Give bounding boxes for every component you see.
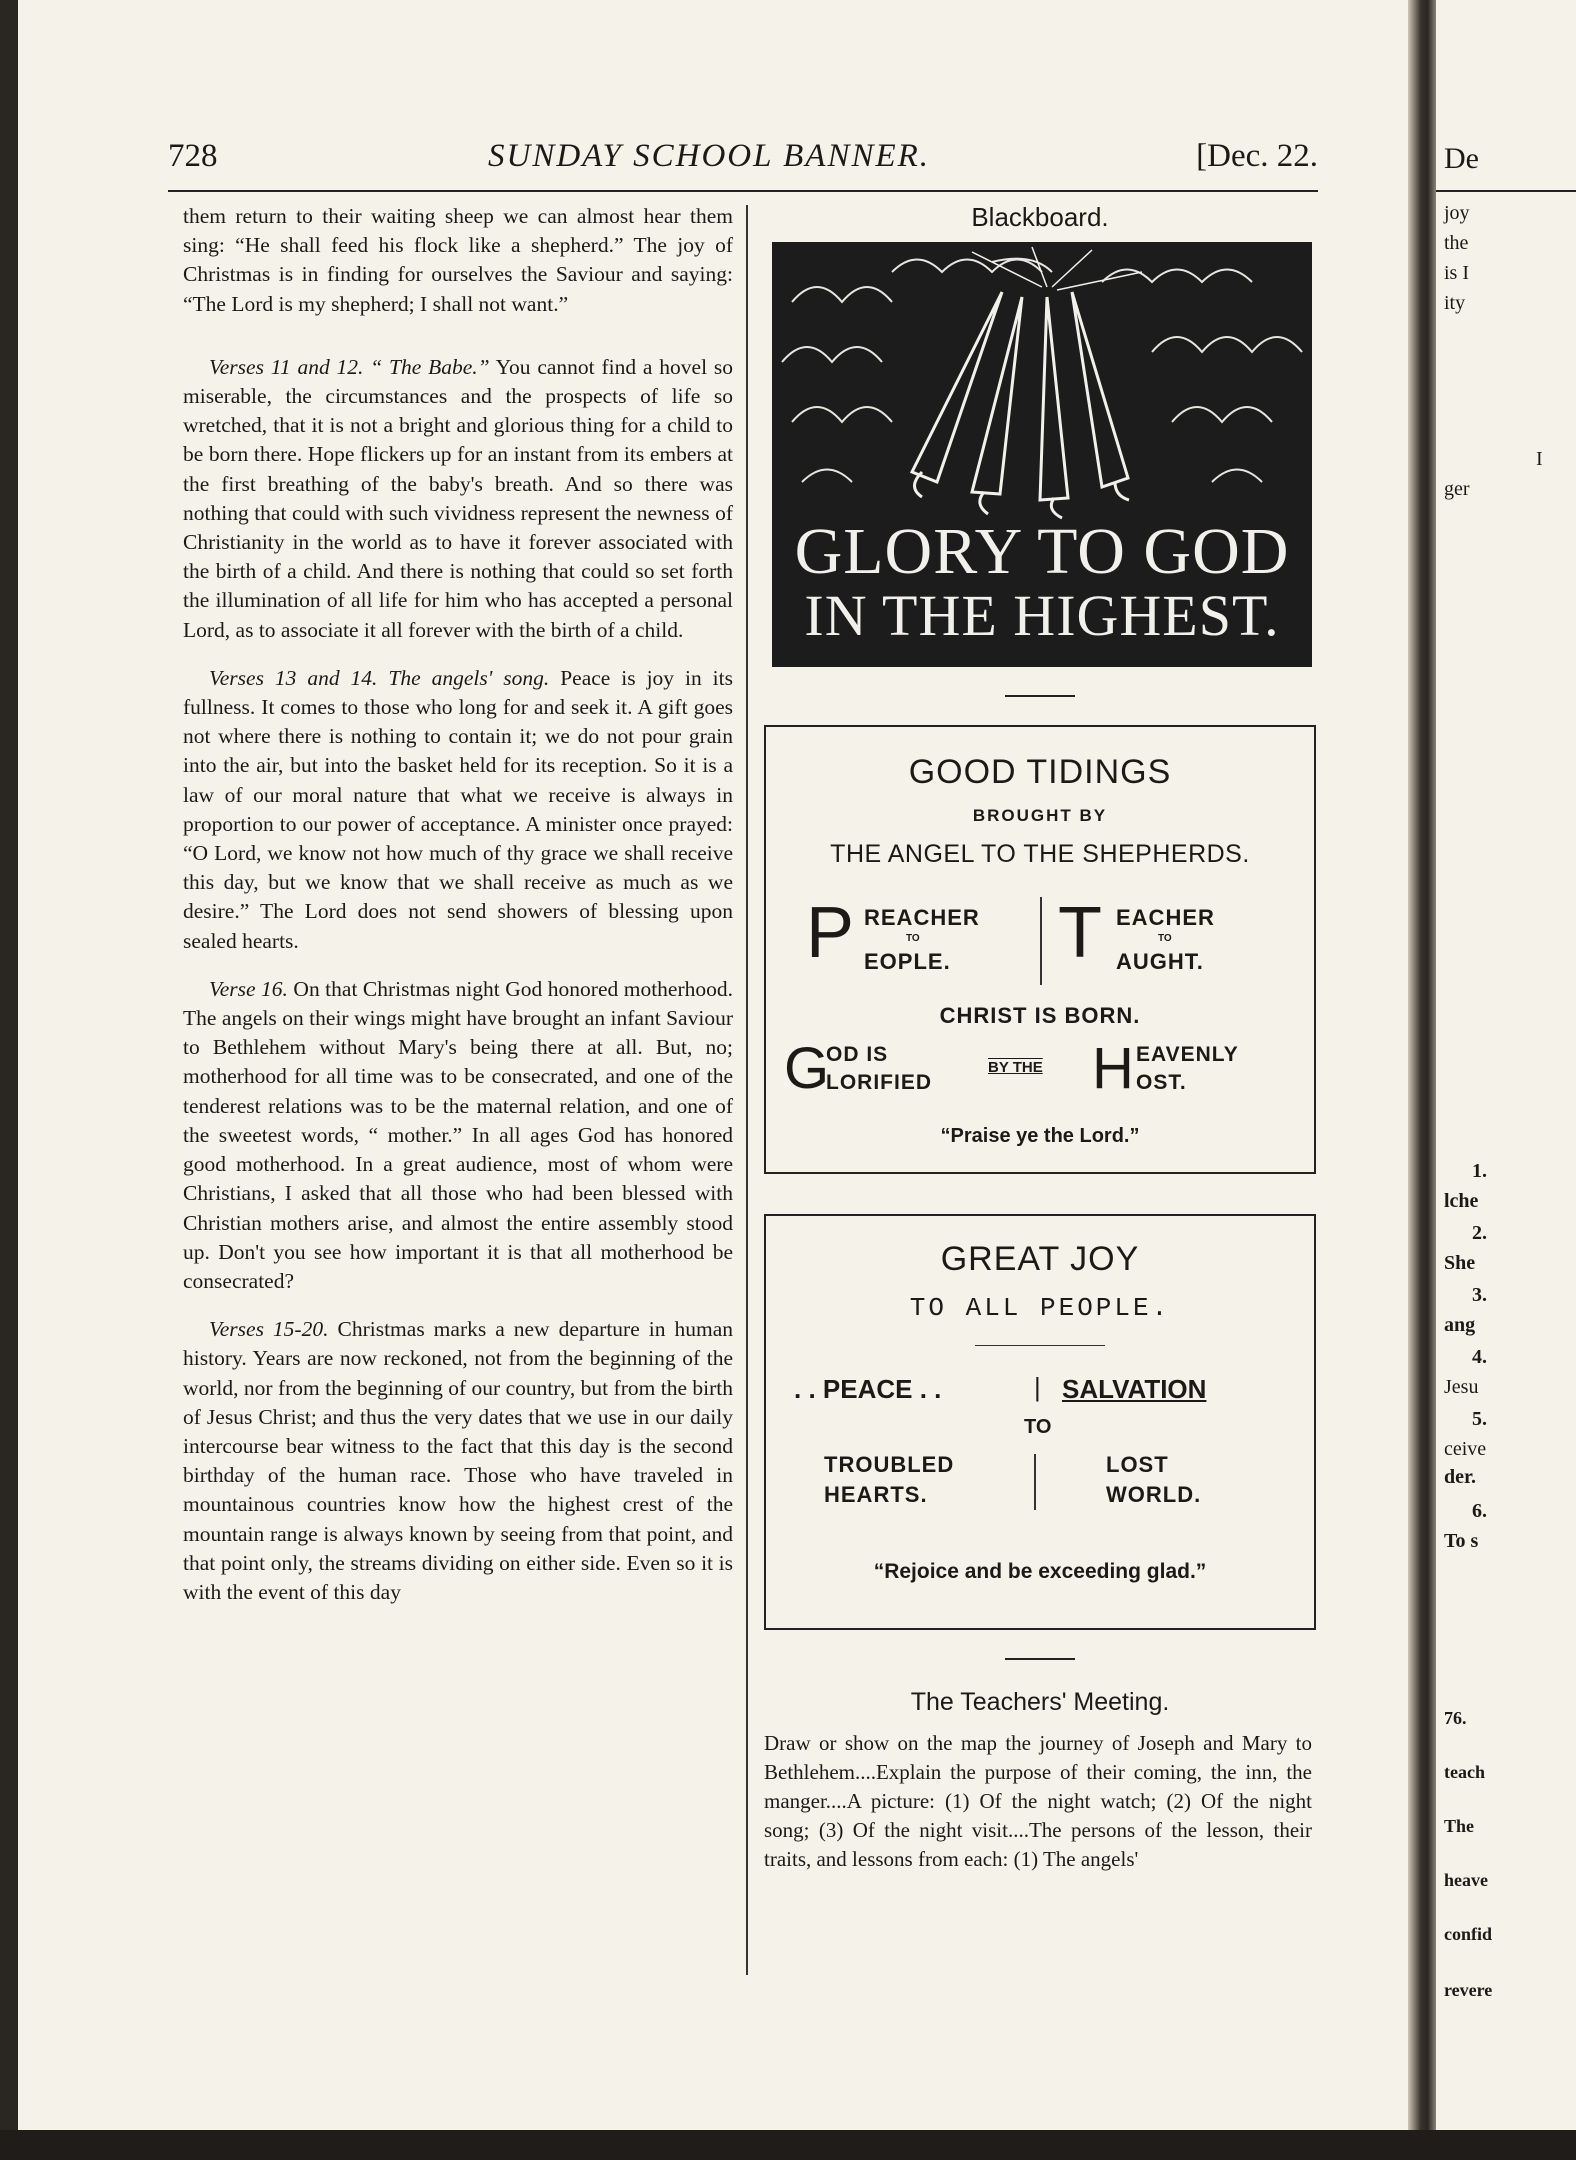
page-header	[168, 138, 1318, 178]
initial-letter: H	[1092, 1036, 1134, 1101]
text-fragment: ger	[1444, 478, 1470, 500]
paragraph-text: On that Christmas night God honored motherhood. The angels on their wings might have brought an infant Saviour to Bethlehem without Mary's being there at all. But, no; motherhood for all time was to be consecrated, and one of the tenderest relations was to be the maternal relation, and one of the sweetest words, “ mother.” In all ages God has honored good motherhood. In a great audience, most of whom were Christians, I asked that all those who had been blessed with Christian mothers arise, and almost the entire assembly stood up. Don't you see how important it is that all motherhood be consecrated?	[183, 976, 733, 1293]
teachers-meeting-title: The Teachers' Meeting.	[910, 1688, 1170, 1716]
bar: |	[1034, 1372, 1041, 1402]
word-part: OD IS	[826, 1043, 889, 1066]
word-part: OST.	[1136, 1071, 1187, 1094]
text-fragment: ceive	[1444, 1438, 1487, 1460]
word-part: REACHER	[864, 905, 980, 930]
paragraph-4	[183, 975, 733, 1296]
good-tidings-box	[764, 725, 1316, 1174]
text-fragment: 6.	[1472, 1500, 1487, 1522]
preacher-people	[806, 893, 1046, 992]
verse-lead: Verses 11 and 12. “ The Babe.”	[209, 354, 490, 379]
next-page-rule	[1436, 190, 1576, 192]
troubled-text: TROUBLED	[824, 1452, 955, 1477]
text-fragment: 1.	[1472, 1160, 1487, 1182]
left-column	[183, 202, 733, 1626]
next-page-edge	[1436, 0, 1576, 2130]
teachers-meeting-text: Draw or show on the map the journey of Joseph and Mary to Bethlehem....Explain the purpose of their coming, the inn, the manger....A picture: (1) Of the night watch; (2) Of the night song; (3) Of the night visit....The persons of the lesson, their traits, and lessons from each: (1) The angels'	[764, 1731, 1312, 1871]
great-joy-box	[764, 1214, 1316, 1630]
great-joy-title: GREAT JOY	[940, 1240, 1140, 1278]
peace-salvation-row	[766, 1360, 1314, 1450]
column-divider	[746, 205, 748, 1975]
rule	[975, 1345, 1105, 1346]
text-fragment: 2.	[1472, 1222, 1487, 1244]
teacher-taught	[1058, 893, 1298, 992]
blackboard-text-line2: IN THE HIGHEST.	[804, 583, 1280, 648]
word-part: EAVENLY	[1136, 1043, 1239, 1066]
text-fragment: joy	[1444, 202, 1470, 224]
page	[18, 0, 1408, 2130]
text-fragment: heave	[1444, 1870, 1488, 1890]
preacher-teacher-row	[766, 893, 1314, 997]
paragraph-5	[183, 1315, 733, 1607]
text-fragment: the	[1444, 232, 1469, 254]
text-fragment: ang	[1444, 1314, 1476, 1336]
verse-lead: Verses 13 and 14. The angels' song.	[209, 665, 550, 690]
good-tidings-title: GOOD TIDINGS	[908, 753, 1172, 791]
blackboard-text-line1: GLORY TO GOD	[794, 515, 1290, 588]
word-part: AUGHT.	[1116, 949, 1204, 974]
christ-is-born: CHRIST IS BORN.	[939, 1003, 1141, 1028]
angel-text: THE ANGEL TO THE SHEPHERDS.	[830, 840, 1250, 868]
word-to: TO	[906, 933, 920, 944]
to-text: TO	[1024, 1416, 1052, 1438]
world-text: WORLD.	[1106, 1482, 1202, 1507]
blackboard-heading: Blackboard.	[971, 202, 1109, 232]
lost-text: LOST	[1106, 1452, 1169, 1477]
peace-text: . . PEACE . .	[794, 1374, 942, 1404]
hearts-text: HEARTS.	[824, 1482, 928, 1507]
salvation-text: SALVATION	[1062, 1374, 1207, 1404]
publication-title: SUNDAY SCHOOL BANNER.	[488, 138, 931, 174]
text-fragment: revere	[1444, 1980, 1493, 2000]
word-part: LORIFIED	[826, 1071, 932, 1094]
brought-by-text: BROUGHT BY	[972, 806, 1108, 825]
divider	[1034, 1454, 1036, 1510]
divider	[1040, 897, 1042, 985]
issue-date: [Dec. 22.	[1196, 138, 1318, 174]
rejoice-quote: “Rejoice and be exceeding glad.”	[873, 1560, 1207, 1583]
initial-letter: T	[1058, 893, 1102, 973]
header-rule	[168, 190, 1318, 192]
separator	[1005, 1658, 1075, 1660]
page-gutter	[1408, 0, 1436, 2130]
text-fragment: ity	[1444, 292, 1466, 314]
text-fragment: To s	[1444, 1530, 1479, 1552]
page-number: 728	[168, 138, 218, 174]
praise-quote: “Praise ye the Lord.”	[940, 1125, 1140, 1147]
text-fragment: teach	[1444, 1762, 1485, 1782]
text-fragment: lche	[1444, 1190, 1479, 1212]
text-fragment: is I	[1444, 262, 1469, 284]
paragraph-1: them return to their waiting sheep we can almost hear them sing: “He shall feed his flock like a shepherd.” The joy of Christmas is in finding for ourselves the Saviour and saying: “The Lord is my shepherd; I shall not want.”	[183, 204, 733, 316]
text-fragment: der.	[1444, 1466, 1477, 1488]
troubled-lost-row	[766, 1450, 1314, 1530]
scan-border	[0, 2130, 1576, 2160]
text-fragment: 4.	[1472, 1346, 1487, 1368]
paragraph-text: You cannot find a hovel so miserable, the circumstances and the prospects of life so wretched, that it is not a bright and glorious thing for a child to be born there. Hope flickers up for an instant from its embers at the first breathing of the baby's breath. And so there was nothing that could with such vividness represent the newness of Christianity in the world as to have it forever associated with the birth of a child. And there is nothing that could so set forth the illumination of all life for him who has accepted a personal Lord, as to associate it all forever with the birth of a child.	[183, 354, 733, 642]
text-fragment: Jesu	[1444, 1376, 1479, 1398]
word-to: TO	[1158, 933, 1172, 944]
word-part: EACHER	[1116, 905, 1215, 930]
text-fragment: The	[1444, 1816, 1475, 1836]
text-fragment: She	[1444, 1252, 1476, 1274]
next-page-header: De	[1444, 142, 1479, 175]
by-the-text: BY THE	[988, 1059, 1043, 1076]
initial-letter: P	[806, 893, 855, 973]
paragraph-text: Christmas marks a new departure in human history. Years are now reckoned, not from the beginning of the world, nor from the beginning of our country, but from the birth of Jesus Christ; and thus the very dates that we use in our daily intercourse bear witness to the fact that this day is the second birthday of the human race. Those who have traveled in mountainous countries know how the highest crest of the mountain range is always known by seeing from that point, and that point only, the streams dividing on either side. Even so it is with the event of this day	[183, 1317, 733, 1604]
paragraph-3	[183, 664, 733, 956]
separator	[1005, 695, 1075, 697]
right-column	[760, 202, 1320, 1874]
text-fragment: 3.	[1472, 1284, 1487, 1306]
initial-letter: G	[784, 1036, 830, 1101]
word-part: EOPLE.	[864, 949, 951, 974]
verse-lead: Verse 16.	[209, 976, 288, 1001]
to-all-people: TO ALL PEOPLE.	[909, 1293, 1171, 1323]
text-fragment: confid	[1444, 1924, 1493, 1944]
paragraph-text: Peace is joy in its fullness. It comes to those who long for and seek it. A gift goes not where there is nothing to contain it; we do not pour grain into the air, but into the basket held for its reception. So it is a law of our moral nature that what we receive is always in proportion to our power of acceptance. A minister once prayed: “O Lord, we know not how much of thy grace we shall receive this day, but we know that we shall receive as much as we desire.” The Lord does not send showers of blessing upon sealed hearts.	[183, 665, 733, 953]
paragraph-2	[183, 353, 733, 645]
text-fragment: 5.	[1472, 1408, 1487, 1430]
text-fragment: I	[1536, 448, 1543, 470]
blackboard-illustration	[772, 242, 1312, 667]
verse-lead: Verses 15-20.	[209, 1317, 329, 1342]
text-fragment: 76.	[1444, 1708, 1467, 1728]
god-glorified-row	[766, 1036, 1314, 1105]
